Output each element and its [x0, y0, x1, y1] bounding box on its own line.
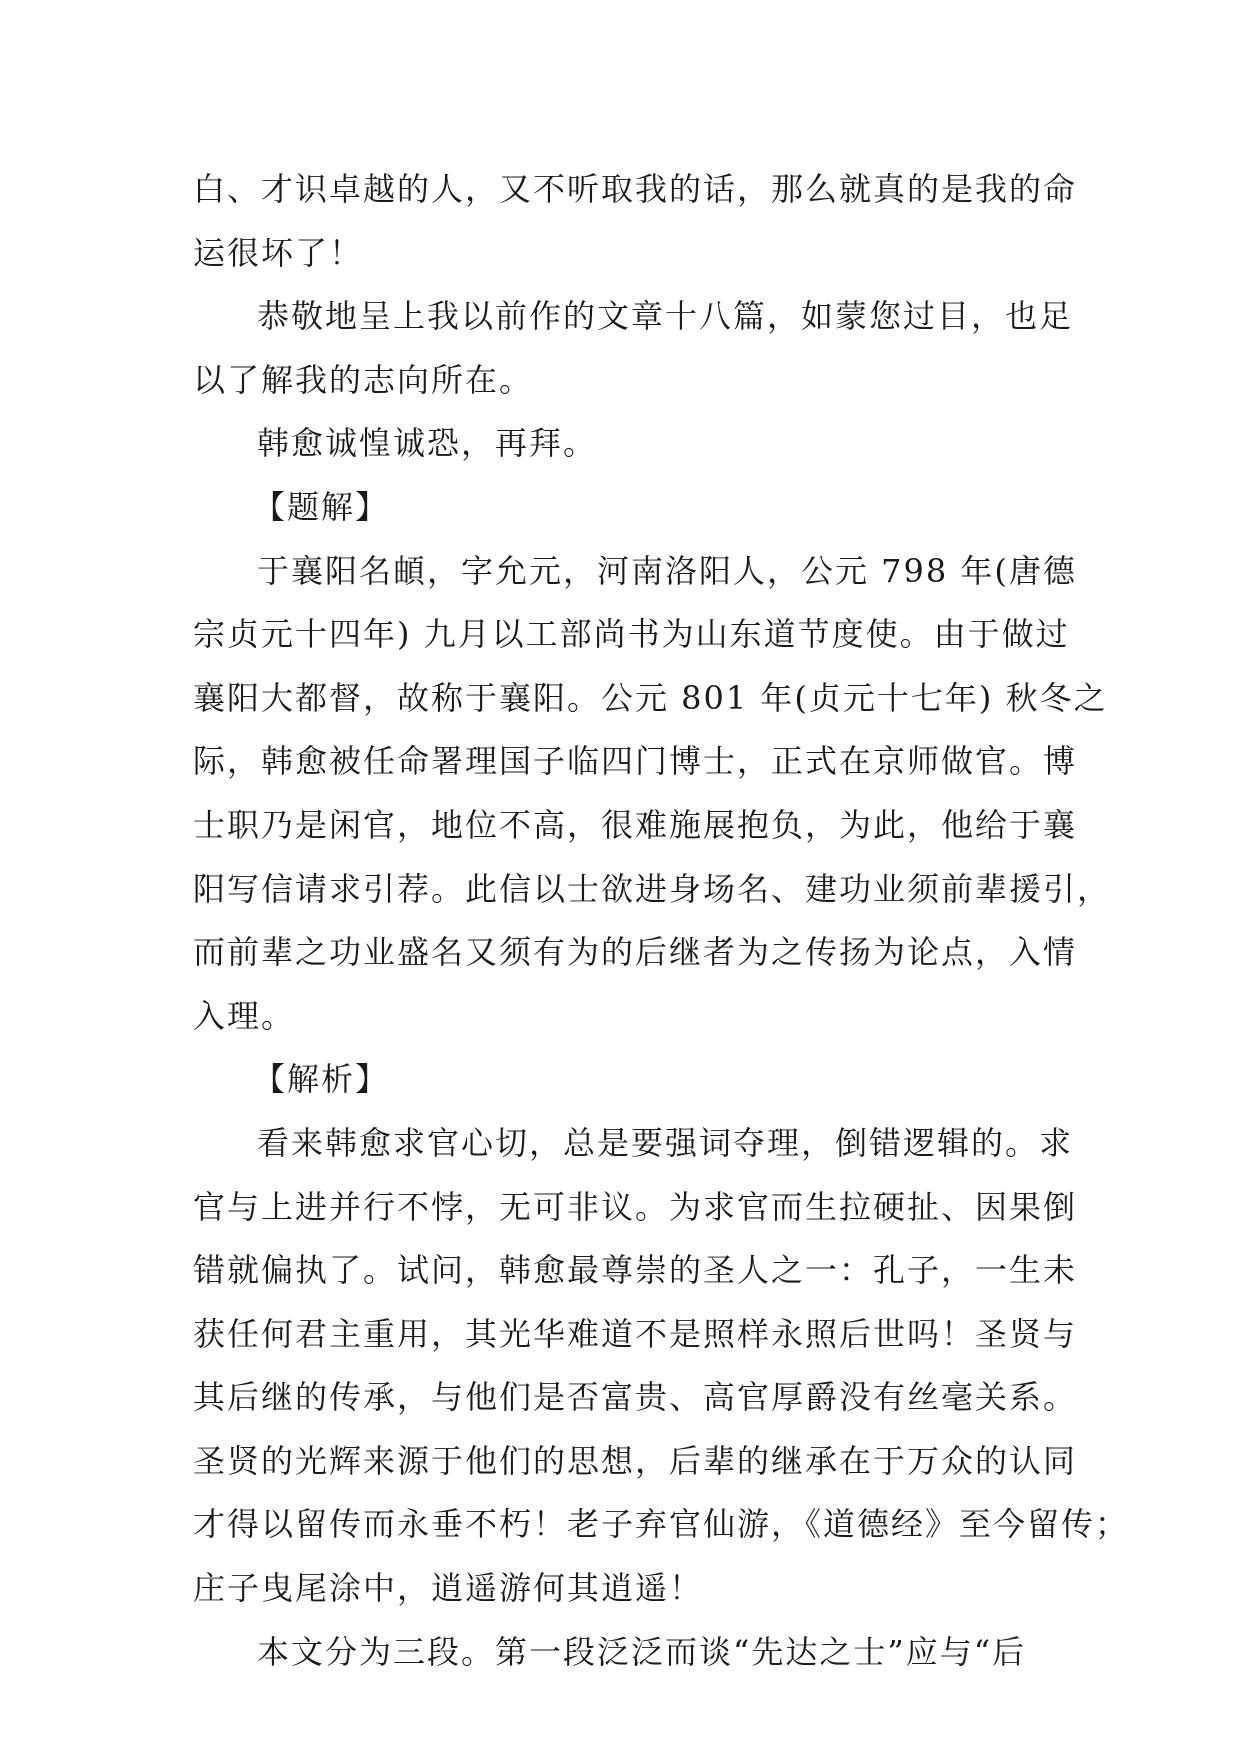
section-heading-jiexi [193, 1048, 1053, 1112]
text-line: 而前辈之功业盛名又须有为的后继者为之传扬为论点，入情 [193, 933, 1078, 972]
paragraph-0 [193, 158, 1078, 285]
paragraph-4 [193, 1112, 1130, 1621]
text-line: 看来韩愈求官心切，总是要强词夺理，倒错逻辑的。求 [257, 1123, 1074, 1162]
paragraph-3 [193, 540, 1112, 1049]
paragraph-2 [193, 412, 1053, 476]
text-line: 士职乃是闲官，地位不高，很难施展抱负，为此，他给于襄 [193, 805, 1078, 844]
text-line: 韩愈诚惶诚恐，再拜。 [257, 424, 598, 463]
text-line: 恭敬地呈上我以前作的文章十八篇，如蒙您过目，也足 [257, 297, 1074, 336]
text-line: 于襄阳名頔，字允元，河南洛阳人，公元 798 年(唐德 [257, 551, 1077, 590]
heading-text: 【题解】 [253, 487, 390, 526]
text-line: 本文分为三段。第一段泛泛而谈“先达之士”应与“后 [257, 1632, 1027, 1671]
text-line: 才得以留传而永垂不朽！老子弃官仙游，《道德经》至今留传； [193, 1505, 1130, 1544]
text-line: 白、才识卓越的人，又不听取我的话，那么就真的是我的命 [193, 170, 1078, 208]
text-line: 官与上进并行不悖，无可非议。为求官而生拉硬扯、因果倒 [193, 1187, 1078, 1226]
document-page [193, 158, 1130, 1684]
text-line: 获任何君主重用，其光华难道不是照样永照后世吗！圣贤与 [193, 1314, 1078, 1353]
text-line: 其后继的传承，与他们是否富贵、高官厚爵没有丝毫关系。 [193, 1378, 1078, 1417]
text-line: 襄阳大都督，故称于襄阳。公元 801 年(贞元十七年) 秋冬之 [193, 678, 1108, 717]
text-line: 际，韩愈被任命署理国子临四门博士，正式在京师做官。博 [193, 742, 1078, 781]
text-line: 运很坏了！ [193, 233, 364, 272]
paragraph-5 [193, 1621, 1053, 1685]
paragraph-1 [193, 285, 1074, 412]
text-line: 阳写信请求引荐。此信以士欲进身场名、建功业须前辈援引， [193, 869, 1112, 908]
text-line: 以了解我的志向所在。 [193, 360, 534, 399]
section-heading-tijie [193, 476, 1053, 540]
text-line: 宗贞元十四年) 九月以工部尚书为山东道节度使。由于做过 [193, 615, 1070, 654]
text-line: 庄子曳尾涂中，逍遥游何其逍遥！ [193, 1569, 704, 1608]
text-line: 错就偏执了。试问，韩愈最尊崇的圣人之一：孔子，一生未 [193, 1251, 1078, 1290]
heading-text: 【解析】 [253, 1060, 390, 1099]
text-line: 入理。 [193, 996, 296, 1035]
text-line: 圣贤的光辉来源于他们的思想，后辈的继承在于万众的认同 [193, 1441, 1078, 1480]
